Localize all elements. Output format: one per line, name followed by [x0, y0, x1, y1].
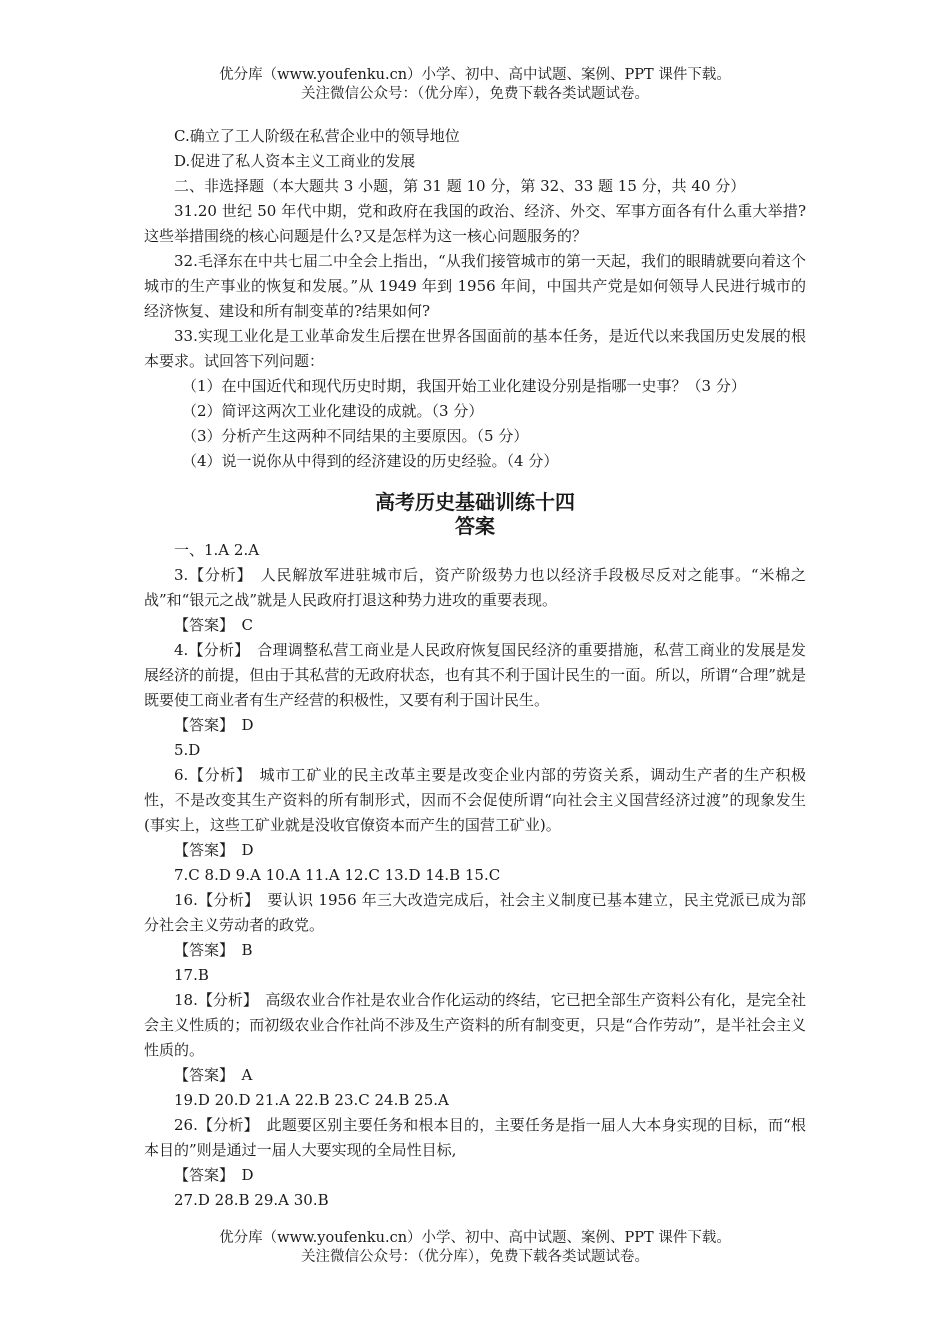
footer-line-2: 关注微信公众号：（优分库），免费下载各类试题试卷。: [301, 1249, 649, 1265]
answer-3-key: 【答案】 C: [174, 616, 253, 634]
answer-16-analysis: 16.【分析】 要认识 1956 年三大改造完成后，社会主义制度已基本建立，民主党派已成为部分社会主义劳动者的政党。: [144, 891, 806, 934]
answer-1-2: 一、1.A 2.A: [174, 541, 260, 559]
answer-26-key: 【答案】 D: [174, 1166, 254, 1184]
answer-18-analysis: 18.【分析】 高级农业合作社是农业合作化运动的终结，它已把全部生产资料公有化，是完全社会主义性质的；而初级农业合作社尚不涉及生产资料的所有制变更，只是“合作劳动”，是半社会主义性质的。: [144, 991, 806, 1059]
answer-title: 高考历史基础训练十四: [375, 490, 575, 514]
section-heading-non-choice: 二、非选择题（本大题共 3 小题，第 31 题 10 分，第 32、33 题 15 分，共 40 分）: [174, 177, 746, 195]
answer-5: 5.D: [174, 741, 201, 759]
header-line-2: 关注微信公众号：（优分库），免费下载各类试题试卷。: [301, 86, 649, 102]
answer-27-30: 27.D 28.B 29.A 30.B: [174, 1191, 329, 1209]
question-33: 33.实现工业化是工业革命发生后摆在世界各国面前的基本任务，是近代以来我国历史发展的根本要求。试回答下列问题：: [144, 327, 806, 370]
footer-line-1: 优分库（www.youfenku.cn）小学、初中、高中试题、案例、PPT 课件下载。: [219, 1230, 731, 1246]
answer-26-analysis: 26.【分析】 此题要区别主要任务和根本目的，主要任务是指一届人大本身实现的目标，而“根本目的”则是通过一届人大要实现的全局性目标,: [144, 1116, 806, 1159]
question-option-d: D.促进了私人资本主义工商业的发展: [174, 152, 416, 170]
question-32: 32.毛泽东在中共七届二中全会上指出，“从我们接管城市的第一天起，我们的眼睛就要向着这个城市的生产事业的恢复和发展。”从 1949 年到 1956 年间，中国共产党是如何领导人民进行城市的经济恢复、建设和所有制变革的?结果如何?: [144, 252, 806, 320]
question-option-c: C.确立了工人阶级在私营企业中的领导地位: [174, 127, 460, 145]
answer-4-key: 【答案】 D: [174, 716, 254, 734]
question-33-part-3: （3）分析产生这两种不同结果的主要原因。（5 分）: [182, 427, 529, 445]
answer-18-key: 【答案】 A: [174, 1066, 253, 1084]
answer-6-analysis: 6.【分析】 城市工矿业的民主改革主要是改变企业内部的劳资关系，调动生产者的生产积极性，不是改变其生产资料的所有制形式，因而不会促使所谓“向社会主义国营经济过渡”的现象发生(事实上，这些工矿业就是没收官僚资本而产生的国营工矿业)。: [144, 766, 806, 834]
question-33-part-2: （2）简评这两次工业化建设的成就。（3 分）: [182, 402, 484, 420]
question-31: 31.20 世纪 50 年代中期，党和政府在我国的政治、经济、外交、军事方面各有什么重大举措?这些举措围绕的核心问题是什么?又是怎样为这一核心问题服务的？: [144, 202, 806, 245]
answer-16-key: 【答案】 B: [174, 941, 253, 959]
question-33-part-1: （1）在中国近代和现代历史时期，我国开始工业化建设分别是指哪一史事？（3 分）: [182, 377, 746, 395]
answer-subtitle: 答案: [455, 514, 495, 538]
answer-4-analysis: 4.【分析】 合理调整私营工商业是人民政府恢复国民经济的重要措施，私营工商业的发展是发展经济的前提，但由于其私营的无政府状态，也有其不利于国计民生的一面。所以，所谓“合理”就是既要使工商业者有生产经营的积极性，又要有利于国计民生。: [144, 641, 806, 709]
answer-6-key: 【答案】 D: [174, 841, 254, 859]
answer-19-25: 19.D 20.D 21.A 22.B 23.C 24.B 25.A: [174, 1091, 449, 1109]
answer-7-15: 7.C 8.D 9.A 10.A 11.A 12.C 13.D 14.B 15.C: [174, 866, 501, 884]
question-33-part-4: （4）说一说你从中得到的经济建设的历史经验。（4 分）: [182, 452, 559, 470]
document-body: [144, 124, 806, 1213]
page-footer: [0, 1229, 950, 1267]
answer-3-analysis: 3.【分析】 人民解放军进驻城市后，资产阶级势力也以经济手段极尽反对之能事。“米棉之战”和“银元之战”就是人民政府打退这种势力进攻的重要表现。: [144, 566, 806, 609]
header-line-1: 优分库（www.youfenku.cn）小学、初中、高中试题、案例、PPT 课件下载。: [219, 67, 731, 83]
page-header: [0, 66, 950, 104]
answer-17: 17.B: [174, 966, 209, 984]
